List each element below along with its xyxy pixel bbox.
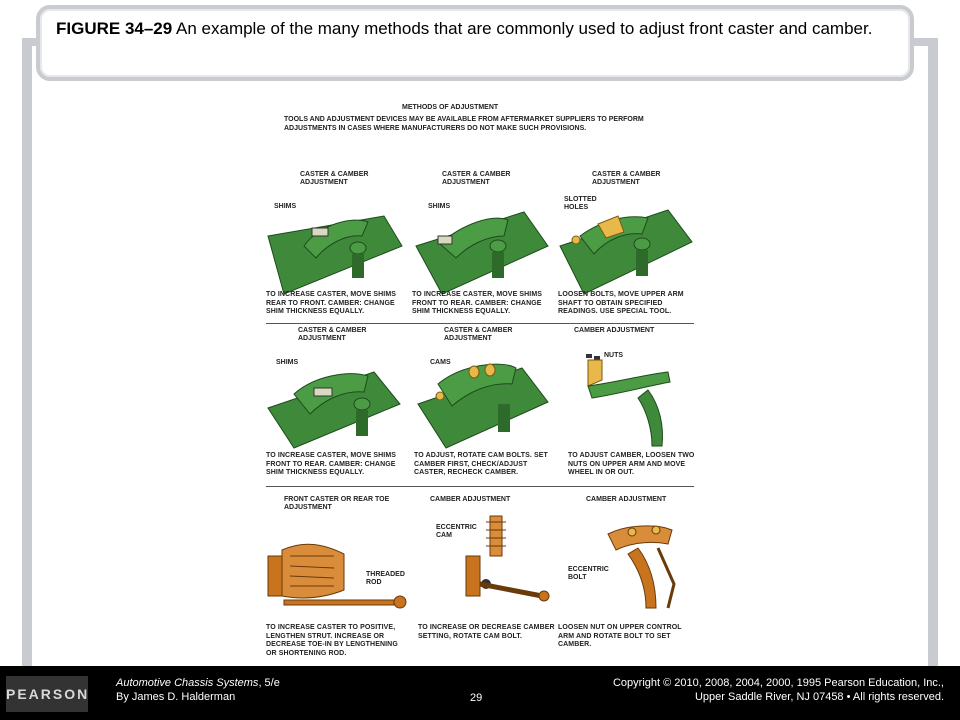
- panel-caption: TO ADJUST CAMBER, LOOSEN TWO NUTS ON UPPER ARM AND MOVE WHEEL IN OR OUT.: [568, 452, 695, 476]
- copyright-line-1: Copyright © 2010, 2008, 2004, 2000, 1995 Pearson Education, Inc.,: [612, 677, 944, 689]
- panel-title: CASTER & CAMBER ADJUSTMENT: [444, 327, 513, 342]
- panel-caption: LOOSEN BOLTS, MOVE UPPER ARM SHAFT TO OBTAIN SPECIFIED READINGS. USE SPECIAL TOOL.: [558, 291, 684, 315]
- copyright: [613, 676, 944, 704]
- figure-heading: METHODS OF ADJUSTMENT: [402, 104, 499, 111]
- panel-title: CASTER & CAMBER ADJUSTMENT: [298, 327, 367, 342]
- title-box: [36, 5, 914, 81]
- shim-suspension-illustration: [264, 206, 404, 296]
- cam-suspension-illustration: [412, 358, 552, 450]
- panel-caption: TO INCREASE CASTER, MOVE SHIMS REAR TO FRONT. CAMBER: CHANGE SHIM THICKNESS EQUALLY.: [266, 291, 397, 315]
- frame-left-bar: [22, 38, 32, 666]
- panel-title: CAMBER ADJUSTMENT: [574, 327, 655, 334]
- part-label: SHIMS: [274, 203, 297, 210]
- panel-caption: TO INCREASE OR DECREASE CAMBER SETTING, ROTATE CAM BOLT.: [418, 624, 555, 640]
- row-divider: [266, 486, 694, 487]
- panel-caption: TO INCREASE CASTER, MOVE SHIMS FRONT TO REAR. CAMBER: CHANGE SHIM THICKNESS EQUALLY.: [412, 291, 543, 315]
- figure-label: FIGURE 34–29: [56, 19, 173, 38]
- slide-title: [56, 18, 896, 40]
- panel-caption: TO INCREASE CASTER TO POSITIVE, LENGTHEN STRUT. INCREASE OR DECREASE TOE-IN BY LENGTHENING OR SHORTENING ROD.: [266, 624, 398, 657]
- row-divider: [266, 323, 694, 324]
- figure-intro: TOOLS AND ADJUSTMENT DEVICES MAY BE AVAILABLE FROM AFTERMARKET SUPPLIERS TO PERFORM ADJUSTMENTS IN CASES WHERE MANUFACTURERS DO NOT MAKE SUCH PROVISIONS.: [284, 116, 644, 132]
- slotted-arm-illustration: [558, 206, 696, 296]
- nut-camber-illustration: [568, 346, 698, 450]
- eccentric-bolt-illustration: [598, 514, 698, 614]
- book-edition: , 5/e: [258, 677, 280, 689]
- panel-title: CASTER & CAMBER ADJUSTMENT: [300, 171, 369, 186]
- part-label: SHIMS: [428, 203, 451, 210]
- panel-title: CASTER & CAMBER ADJUSTMENT: [592, 171, 661, 186]
- shim-suspension-illustration: [264, 364, 404, 450]
- part-label: ECCENTRIC BOLT: [568, 566, 609, 581]
- panel-caption: TO ADJUST, ROTATE CAM BOLTS. SET CAMBER FIRST, CHECK/ADJUST CASTER, RECHECK CAMBER.: [414, 452, 548, 476]
- part-label: SHIMS: [276, 359, 299, 366]
- page-number: 29: [470, 692, 483, 704]
- part-label: NUTS: [604, 352, 624, 359]
- panel-title: CAMBER ADJUSTMENT: [430, 496, 511, 503]
- panel-caption: LOOSEN NUT ON UPPER CONTROL ARM AND ROTATE BOLT TO SET CAMBER.: [558, 624, 682, 648]
- part-label: THREADED ROD: [366, 571, 405, 586]
- panel-title: CASTER & CAMBER ADJUSTMENT: [442, 171, 511, 186]
- eccentric-cam-illustration: [446, 512, 556, 620]
- frame-right-bar: [928, 38, 938, 666]
- shim-suspension-illustration: [412, 206, 552, 296]
- panel-title: CAMBER ADJUSTMENT: [586, 496, 667, 503]
- book-author: By James D. Halderman: [116, 691, 236, 703]
- book-title: Automotive Chassis Systems: [116, 677, 259, 689]
- figure-caption: An example of the many methods that are commonly used to adjust front caster and camber.: [172, 19, 873, 38]
- adjustment-methods-figure: [262, 96, 698, 660]
- part-label: CAMS: [430, 359, 451, 366]
- publisher-logo: PEARSON: [6, 676, 88, 712]
- copyright-line-2: Upper Saddle River, NJ 07458 • All rights reserved.: [694, 691, 944, 703]
- part-label: SLOTTED HOLES: [564, 196, 597, 211]
- part-label: ECCENTRIC CAM: [436, 524, 477, 539]
- panel-caption: TO INCREASE CASTER, MOVE SHIMS FRONT TO REAR. CAMBER: CHANGE SHIM THICKNESS EQUALLY.: [266, 452, 397, 476]
- panel-title: FRONT CASTER OR REAR TOE ADJUSTMENT: [284, 496, 390, 511]
- book-info: [116, 676, 280, 704]
